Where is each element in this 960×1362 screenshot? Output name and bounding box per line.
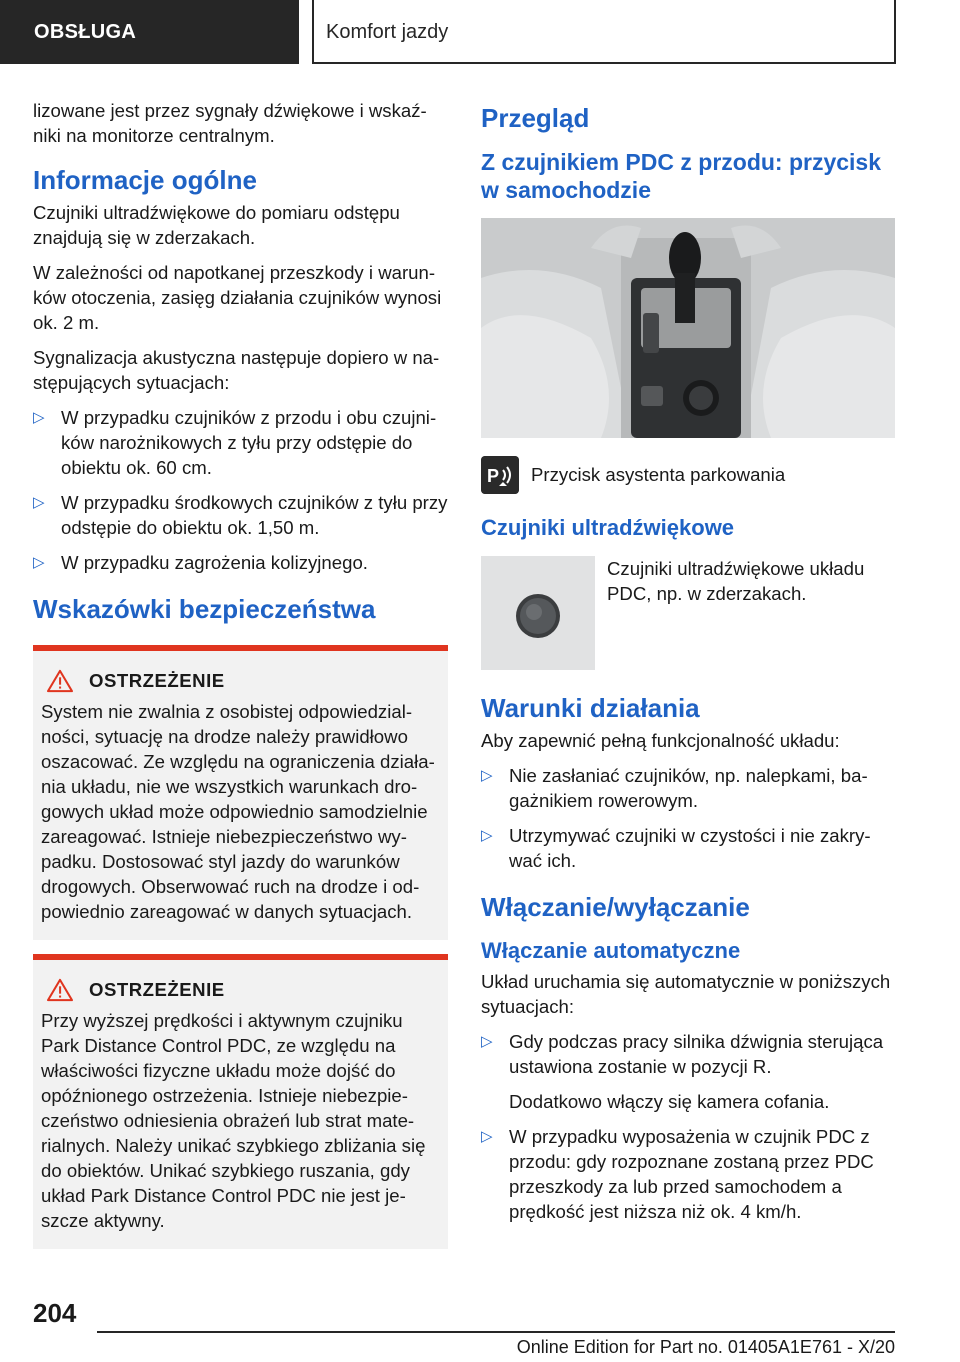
auto-intro: Układ uruchamia się automatycznie w poniższych sytuacjach: <box>481 971 891 1017</box>
warning-text: System nie zwalnia z osobistej odpowiedzialności, sytuację na drodze należy prawidłowo oszacować. Ze względu na ograniczenia działania układu, nie we wszystkich warunkach drogowych układ może odpowiednio samodzielnie zareagować. Istnieje niebezpieczeństwo wypadku. Dostosować styl jazdy do warunków drogowych. Obserwować ruch na drodze i odpowiednio zareagować w danych sytuacjach. <box>41 701 435 922</box>
button-caption-row <box>481 456 895 494</box>
triangle-right-icon: ▷ <box>33 494 45 511</box>
triangle-right-icon: ▷ <box>481 1033 493 1050</box>
triangle-right-icon: ▷ <box>481 827 493 844</box>
header-section: OBSŁUGA <box>0 0 299 64</box>
right-column <box>481 102 895 1234</box>
warning-title: OSTRZEŻENIE <box>89 979 225 1000</box>
conditions-list <box>481 763 895 873</box>
button-caption: Przycisk asystenta parkowania <box>531 464 786 485</box>
center-console-illustration <box>481 218 895 438</box>
warning-box <box>33 954 448 1249</box>
page-number: 204 <box>33 1298 77 1328</box>
safety-heading: Wskazówki bezpieczeństwa <box>33 594 376 624</box>
warning-title: OSTRZEŻENIE <box>89 670 225 691</box>
intro-text: lizowane jest przez sygnały dźwiękowe i wskaźniki na monitorze centralnym. <box>33 100 427 146</box>
front-pdc-heading: Z czujnikiem PDC z przodu: przycisk w samochodzie <box>481 149 882 203</box>
list-item-extra: Dodatkowo włączy się kamera cofania. <box>509 1091 830 1112</box>
overview-heading: Przegląd <box>481 103 590 133</box>
warning-text: Przy wyższej prędkości i aktywnym czujniku Park Distance Control PDC, ze względu na właściwości fizyczne układu może dojść do opóźnionego ostrzeżenia. Istnieje niebezpieczeństwo odniesienia obrażeń lub strat materialnych. Należy unikać szybkiego zbliżania się do obiektów. Unikać szybkiego ruszania, gdy układ Park Distance Control PDC nie jest jeszcze aktywny. <box>41 1010 426 1231</box>
ultrasonic-sensor-image <box>481 556 595 670</box>
list-item: ▷ W przypadku wyposażenia w czujnik PDC z przodu: gdy rozpoznane zostaną przez PDC przeszkody za lub przed samochodem a prędkość jest niższa niż ok. 4 km/h. <box>481 1126 874 1222</box>
triangle-right-icon: ▷ <box>481 767 493 784</box>
sensors-heading: Czujniki ultradźwiękowe <box>481 515 735 540</box>
left-column <box>33 98 448 1259</box>
general-heading: Informacje ogólne <box>33 165 257 195</box>
conditions-heading: Warunki działania <box>481 693 700 723</box>
list-item: ▷ Utrzymywać czujniki w czystości i nie zakrywać ich. <box>481 825 871 871</box>
triangle-right-icon: ▷ <box>481 1128 493 1145</box>
warning-triangle-icon <box>45 669 75 693</box>
footer-divider <box>97 1331 895 1333</box>
warning-box <box>33 645 448 940</box>
general-paragraph-3: Sygnalizacja akustyczna następuje dopiero w następujących sytuacjach: <box>33 347 440 393</box>
sensors-row <box>481 556 895 670</box>
list-item: ▷ Gdy podczas pracy silnika dźwignia sterująca ustawiona zostanie w pozycji R. Dodatkowo włączy się kamera cofania. <box>481 1029 895 1114</box>
list-item: ▷ Nie zasłaniać czujników, np. nalepkami, bagażnikiem rowerowym. <box>481 765 868 811</box>
header-chapter: Komfort jazdy <box>312 0 896 64</box>
center-console-photo <box>481 218 895 438</box>
general-paragraph-1: Czujniki ultradźwiękowe do pomiaru odstępu znajdują się w zderzakach. <box>33 202 400 248</box>
list-item: ▷ W przypadku czujników z przodu i obu czujników narożnikowych z tyłu przy odstępie do obiektu ok. 60 cm. <box>33 407 437 478</box>
signal-list <box>33 405 448 575</box>
onoff-heading: Włączanie/wyłączanie <box>481 892 750 922</box>
general-paragraph-2: W zależności od napotkanej przeszkody i warunków otoczenia, zasięg działania czujników wynosi ok. 2 m. <box>33 262 442 333</box>
sensors-text: Czujniki ultradźwiękowe układu PDC, np. w zderzakach. <box>607 558 865 604</box>
triangle-right-icon: ▷ <box>33 409 45 426</box>
list-item: ▷ W przypadku środkowych czujników z tyłu przy odstępie do obiektu ok. 1,50 m. <box>33 492 448 538</box>
conditions-intro: Aby zapewnić pełną funkcjonalność układu: <box>481 730 840 751</box>
footer-edition: Online Edition for Part no. 01405A1E761 - X/20 <box>516 1337 895 1357</box>
park-assist-icon <box>481 456 519 494</box>
svg-text:P: P <box>487 466 500 486</box>
auto-heading: Włączanie automatyczne <box>481 938 741 963</box>
auto-list <box>481 1029 895 1224</box>
triangle-right-icon: ▷ <box>33 554 45 571</box>
warning-triangle-icon <box>45 978 75 1002</box>
list-item: ▷ W przypadku zagrożenia kolizyjnego. <box>33 552 368 573</box>
